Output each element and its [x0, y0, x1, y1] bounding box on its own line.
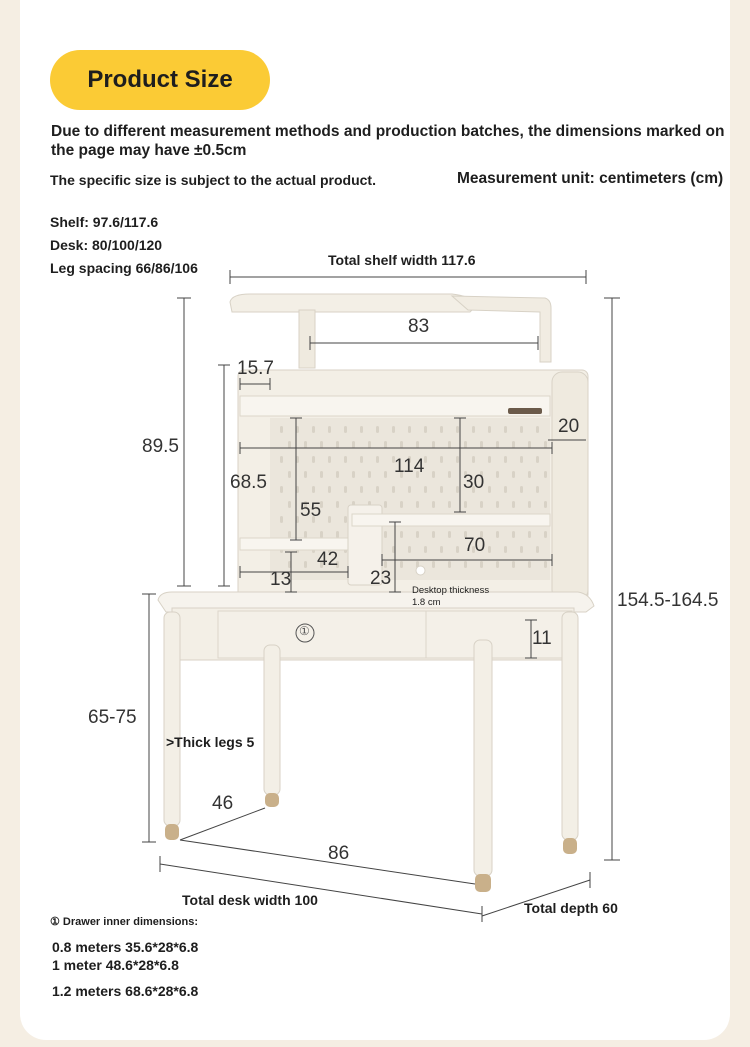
peg-hole	[408, 426, 411, 433]
peg-hole	[448, 501, 451, 508]
drawer-marker-label: ①	[299, 624, 310, 638]
peg-hole	[408, 486, 411, 493]
peg-hole	[328, 426, 331, 433]
peg-hole	[424, 546, 427, 553]
peg-hole	[336, 501, 339, 508]
peg-hole	[384, 531, 387, 538]
peg-hole	[392, 486, 395, 493]
shelf-70-label: 70	[464, 535, 486, 556]
peg-hole	[304, 441, 307, 448]
peg-hole	[456, 546, 459, 553]
peg-hole	[496, 471, 499, 478]
peg-hole	[384, 441, 387, 448]
peg-hole	[456, 426, 459, 433]
peg-hole	[304, 531, 307, 538]
side-20-label: 20	[558, 416, 580, 437]
peg-hole	[280, 456, 283, 463]
peg-hole	[488, 426, 491, 433]
peg-hole	[280, 426, 283, 433]
peg-hole	[400, 561, 403, 568]
peg-hole	[360, 426, 363, 433]
peg-hole	[280, 516, 283, 523]
peg-hole	[512, 471, 515, 478]
peg-hole	[448, 471, 451, 478]
peg-hole	[448, 441, 451, 448]
peg-hole	[288, 441, 291, 448]
peg-hole	[288, 501, 291, 508]
peg-hole	[448, 561, 451, 568]
peg-hole	[312, 426, 315, 433]
peg-hole	[528, 471, 531, 478]
peg-hole	[328, 516, 331, 523]
peg-hole	[360, 456, 363, 463]
peg-hole	[440, 426, 443, 433]
hutch-height-label: 89.5	[142, 436, 179, 457]
peg-hole	[496, 501, 499, 508]
peg-hole	[456, 486, 459, 493]
peg-hole	[544, 471, 547, 478]
peg-hole	[328, 456, 331, 463]
peg-hole	[368, 471, 371, 478]
peg-hole	[352, 471, 355, 478]
peg-hole	[488, 456, 491, 463]
top-shelf	[230, 294, 551, 368]
peg-hole	[352, 441, 355, 448]
desk-top	[158, 592, 594, 660]
peg-hole	[536, 426, 539, 433]
peg-hole	[432, 561, 435, 568]
thick-legs-label: >Thick legs 5	[166, 734, 255, 750]
peg-hole	[520, 486, 523, 493]
peg-hole	[280, 486, 283, 493]
total-depth-label: Total depth 60	[524, 900, 618, 916]
peg-hole	[496, 531, 499, 538]
peg-hole	[344, 426, 347, 433]
desk-height-label: 65-75	[88, 707, 137, 728]
peg-hole	[544, 501, 547, 508]
measurement-disclaimer: Due to different measurement methods and production batches, the dimensions marked on the page may have ±0.5cm	[51, 123, 725, 159]
peg-hole	[512, 441, 515, 448]
peg-hole	[496, 441, 499, 448]
peg-hole	[472, 426, 475, 433]
peg-hole	[400, 531, 403, 538]
peg-hole	[488, 486, 491, 493]
peg-hole	[520, 456, 523, 463]
peg-hole	[384, 501, 387, 508]
peg-hole	[304, 561, 307, 568]
peg-hole	[304, 471, 307, 478]
drawer-row-1m: 1 meter 48.6*28*6.8	[52, 957, 179, 973]
peg-hole	[504, 486, 507, 493]
drawer-row-0-8m: 0.8 meters 35.6*28*6.8	[52, 939, 199, 955]
peg-hole	[480, 441, 483, 448]
peg-hole	[536, 546, 539, 553]
peg-hole	[368, 441, 371, 448]
peg-hole	[528, 501, 531, 508]
peg-hole	[504, 456, 507, 463]
peg-hole	[456, 456, 459, 463]
peg-hole	[416, 531, 419, 538]
peg-hole	[528, 561, 531, 568]
peg-hole	[392, 426, 395, 433]
peg-hole	[424, 426, 427, 433]
peg-hole	[536, 486, 539, 493]
drawer-height-label: 11	[532, 628, 552, 649]
peg-hole	[504, 426, 507, 433]
peg-hole	[400, 501, 403, 508]
peg-hole	[464, 501, 467, 508]
peg-hole	[384, 561, 387, 568]
drawer-row-1-2m: 1.2 meters 68.6*28*6.8	[52, 983, 199, 999]
peg-hole	[336, 531, 339, 538]
peg-hole	[440, 486, 443, 493]
peg-hole	[320, 441, 323, 448]
pegboard-width-label: 114	[394, 456, 425, 477]
pegboard-height-label: 68.5	[230, 472, 267, 493]
peg-hole	[408, 546, 411, 553]
peg-hole	[344, 456, 347, 463]
peg-hole	[440, 546, 443, 553]
peg-hole	[376, 486, 379, 493]
peg-hole	[440, 456, 443, 463]
peg-hole	[336, 441, 339, 448]
peg-hole	[344, 486, 347, 493]
peg-hole	[288, 471, 291, 478]
peg-hole	[432, 441, 435, 448]
peg-hole	[536, 456, 539, 463]
peg-hole	[448, 531, 451, 538]
peg-hole	[432, 501, 435, 508]
peg-hole	[344, 516, 347, 523]
peg-hole	[400, 441, 403, 448]
peg-hole	[464, 441, 467, 448]
peg-hole	[360, 486, 363, 493]
total-shelf-width-label: Total shelf width 117.6	[328, 252, 476, 268]
peg-hole	[512, 531, 515, 538]
peg-hole	[312, 456, 315, 463]
page-title: Product Size	[87, 66, 233, 93]
total-height-label: 154.5-164.5	[617, 590, 719, 611]
peg-hole	[376, 426, 379, 433]
peg-hole	[512, 561, 515, 568]
peg-hole	[312, 486, 315, 493]
desk-sizes: Desk: 80/100/120	[50, 237, 163, 253]
peg-hole	[544, 531, 547, 538]
peg-hole	[376, 456, 379, 463]
peg-hole	[520, 546, 523, 553]
peg-hole	[488, 546, 491, 553]
peg-hole	[544, 561, 547, 568]
depth-46-label: 46	[212, 793, 234, 814]
peg-hole	[432, 471, 435, 478]
lower-gap-label: 55	[300, 500, 322, 521]
peg-hole	[464, 561, 467, 568]
upper-gap-label: 30	[463, 472, 485, 493]
peg-hole	[416, 441, 419, 448]
peg-hole	[328, 486, 331, 493]
peg-hole	[528, 441, 531, 448]
peg-hole	[480, 501, 483, 508]
peg-hole	[320, 531, 323, 538]
peg-hole	[496, 561, 499, 568]
peg-hole	[528, 531, 531, 538]
leg-spacing-sizes: Leg spacing 66/86/106	[50, 260, 198, 276]
peg-hole	[424, 456, 427, 463]
peg-hole	[416, 501, 419, 508]
peg-hole	[520, 426, 523, 433]
peg-hole	[472, 456, 475, 463]
peg-hole	[336, 471, 339, 478]
shelf-sizes: Shelf: 97.6/117.6	[50, 214, 159, 230]
total-desk-width-label: Total desk width 100	[182, 892, 318, 908]
peg-hole	[512, 501, 515, 508]
peg-hole	[424, 486, 427, 493]
peg-hole	[504, 546, 507, 553]
desktop-thickness-label: Desktop thickness 1.8 cm	[412, 585, 490, 608]
shelf-13-label: 13	[270, 569, 292, 590]
peg-hole	[544, 441, 547, 448]
top-width-label: 83	[408, 316, 430, 337]
width-86-label: 86	[328, 843, 350, 864]
peg-hole	[384, 471, 387, 478]
shelf-depth-label: 15.7	[237, 358, 274, 379]
drawer-dimensions-title: ① Drawer inner dimensions:	[50, 916, 199, 928]
unit-note: Measurement unit: centimeters (cm)	[457, 170, 724, 187]
peg-hole	[480, 561, 483, 568]
shelf-42-label: 42	[317, 549, 339, 570]
peg-hole	[320, 471, 323, 478]
peg-hole	[432, 531, 435, 538]
peg-hole	[288, 531, 291, 538]
shelf-23-label: 23	[370, 568, 392, 589]
subject-note: The specific size is subject to the actual product.	[50, 172, 376, 188]
